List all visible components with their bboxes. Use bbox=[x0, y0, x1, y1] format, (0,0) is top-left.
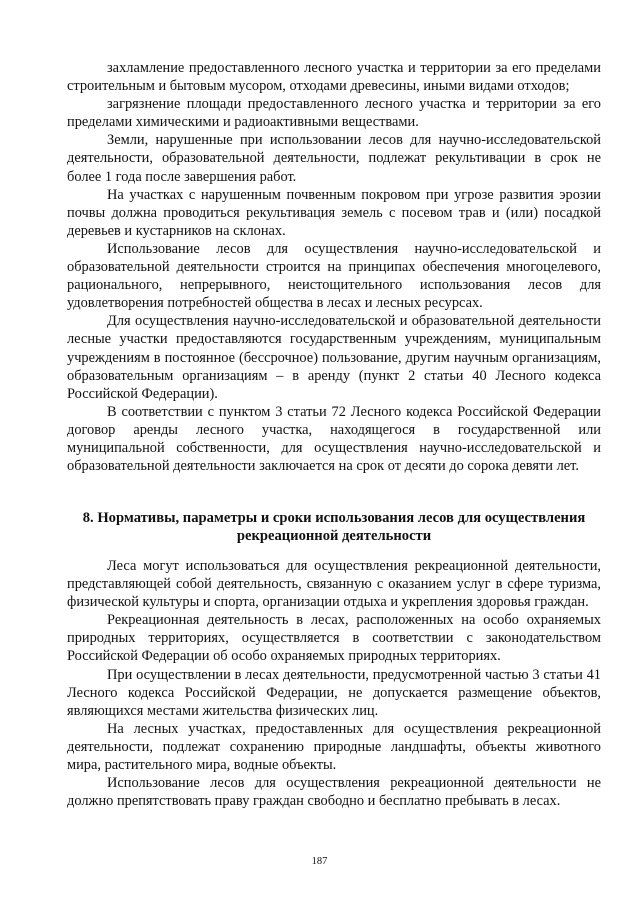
page-number: 187 bbox=[311, 856, 328, 867]
section-heading-line: рекреационной деятельности bbox=[236, 528, 432, 545]
paragraph: На участках с нарушенным почвенным покровом при угрозе развития эрозии почвы должна проводиться рекультивация земель с посевом трав и (или) посадкой деревьев и кустарников на склонах. bbox=[67, 186, 601, 239]
body-text-top bbox=[67, 59, 601, 475]
body-text-bottom bbox=[67, 557, 601, 810]
paragraph: Рекреационная деятельность в лесах, расположенных на особо охраняемых природных территориях, осуществляется в соответствии с законодательством Российской Федерации об особо охраняемых природных территориях. bbox=[67, 612, 601, 665]
paragraph: При осуществлении в лесах деятельности, предусмотренной частью 3 статьи 41 Лесного кодекса Российской Федерации, не допускается размещение объектов, являющихся местами жительства физических лиц. bbox=[67, 666, 601, 719]
paragraph: В соответствии с пунктом 3 статьи 72 Лесного кодекса Российской Федерации договор аренды лесного участка, находящегося в государственной или муниципальной собственности, для осуществления научно-исследовательской и образовательной деятельности заключается на срок от десяти до сорока девяти лет. bbox=[67, 403, 601, 475]
paragraph: загрязнение площади предоставленного лесного участка и территории за его пределами химическими и радиоактивными веществами. bbox=[67, 96, 601, 131]
paragraph: На лесных участках, предоставленных для осуществления рекреационной деятельности, подлежат сохранению природные ландшафты, объекты животного мира, растительного мира, водные объекты. bbox=[67, 720, 601, 774]
section-heading-line: 8. Нормативы, параметры и сроки использования лесов для осуществления bbox=[82, 510, 586, 526]
paragraph: Для осуществления научно-исследовательской и образовательной деятельности лесные участки предоставляются государственным учреждениям, муниципальным учреждениям в постоянное (бессрочное) пользование, другим научным организациям, образовательным организациям – в аренду (пункт 2 статьи 40 Лесного кодекса Российской Федерации). bbox=[67, 313, 601, 402]
paragraph: захламление предоставленного лесного участка и территории за его пределами строительным и бытовым мусором, отходами древесины, иными видами отходов; bbox=[67, 60, 601, 95]
paragraph: Использование лесов для осуществления научно-исследовательской и образовательной деятельности строится на принципах обеспечения многоцелевого, рационального, непрерывного, неистощительного использования лесов для удовлетворения потребностей общества в лесах и лесных ресурсах. bbox=[67, 240, 601, 312]
paragraph: Леса могут использоваться для осуществления рекреационной деятельности, представляющей собой деятельность, связанную с оказанием услуг в сфере туризма, физической культуры и спорта, организации отдыха и укрепления здоровья граждан. bbox=[67, 558, 601, 611]
paragraph: Земли, нарушенные при использовании лесов для научно-исследовательской деятельности, образовательной деятельности, подлежат рекультивации в срок не более 1 года после завершения работ. bbox=[67, 132, 601, 185]
paragraph: Использование лесов для осуществления рекреационной деятельности не должно препятствовать праву граждан свободно и бесплатно пребывать в лесах. bbox=[67, 775, 601, 810]
section-heading bbox=[67, 509, 601, 546]
